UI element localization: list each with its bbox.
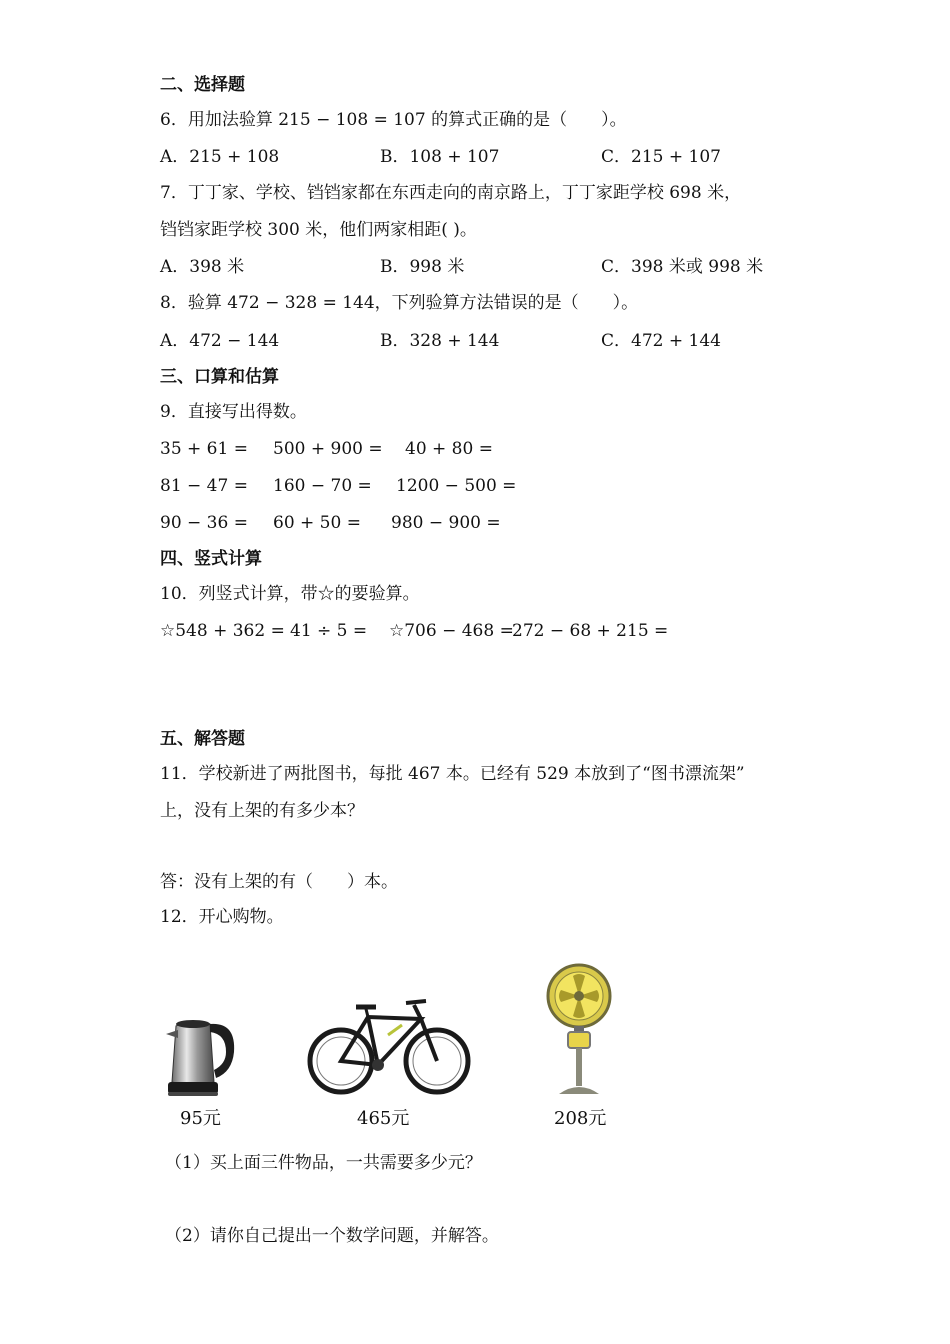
q9-item: 81 − 47 = (160, 476, 248, 496)
q9-item: 1200 − 500 = (396, 476, 517, 496)
q9-item: 90 − 36 = (160, 513, 248, 533)
bicycle-price: 465元 (357, 1108, 410, 1129)
q8-option-c: C．472 + 144 (601, 331, 721, 351)
q12-subquestion-1: （1）买上面三件物品，一共需要多少元？ (165, 1153, 482, 1173)
q10-item: ☆706 − 468 = (389, 621, 514, 641)
q11-answer: 答：没有上架的有（ ）本。 (160, 872, 398, 892)
q8-option-a: A．472 − 144 (160, 331, 280, 351)
question-7-line2: 铛铛家距学校 300 米，他们两家相距( )。 (160, 220, 477, 240)
question-7-line1: 7．丁丁家、学校、铛铛家都在东西走向的南京路上，丁丁家距学校 698 米， (160, 183, 742, 203)
section-heading-mental: 三、口算和估算 (160, 367, 279, 387)
question-8: 8．验算 472 − 328 = 144，下列验算方法错误的是（ ）。 (160, 293, 639, 313)
q6-option-c: C．215 + 107 (601, 147, 721, 167)
q9-item: 980 − 900 = (391, 513, 501, 533)
kettle-price: 95元 (180, 1108, 221, 1129)
q12-subquestion-2: （2）请你自己提出一个数学问题，并解答。 (165, 1226, 499, 1246)
q10-item: ☆548 + 362 = (160, 621, 285, 641)
question-10: 10．列竖式计算，带☆的要验算。 (160, 584, 420, 604)
q9-item: 160 − 70 = (273, 476, 372, 496)
fan-icon (543, 962, 615, 1098)
bicycle-icon (306, 995, 472, 1099)
section-heading-choice: 二、选择题 (160, 75, 245, 95)
kettle-icon (162, 1012, 238, 1100)
q7-option-b: B．998 米 (380, 257, 465, 277)
q6-option-a: A．215 + 108 (160, 147, 280, 167)
q7-option-a: A．398 米 (160, 257, 245, 277)
q9-item: 35 + 61 = (160, 439, 248, 459)
question-9: 9．直接写出得数。 (160, 402, 307, 422)
question-12: 12．开心购物。 (160, 907, 284, 927)
q7-option-c: C．398 米或 998 米 (601, 257, 764, 277)
question-11-line1: 11．学校新进了两批图书，每批 467 本。已经有 529 本放到了“图书漂流架” (160, 764, 745, 784)
section-heading-vertical: 四、竖式计算 (160, 549, 262, 569)
section-heading-solve: 五、解答题 (160, 729, 245, 749)
q9-item: 60 + 50 = (273, 513, 361, 533)
question-6: 6．用加法验算 215 − 108 = 107 的算式正确的是（ ）。 (160, 110, 627, 130)
q10-item: 272 − 68 + 215 = (512, 621, 669, 641)
q9-item: 500 + 900 = (273, 439, 383, 459)
q6-option-b: B．108 + 107 (380, 147, 500, 167)
q10-item: 41 ÷ 5 = (290, 621, 368, 641)
question-11-line2: 上，没有上架的有多少本？ (160, 801, 364, 821)
q9-item: 40 + 80 = (405, 439, 493, 459)
fan-price: 208元 (554, 1108, 607, 1129)
q8-option-b: B．328 + 144 (380, 331, 500, 351)
